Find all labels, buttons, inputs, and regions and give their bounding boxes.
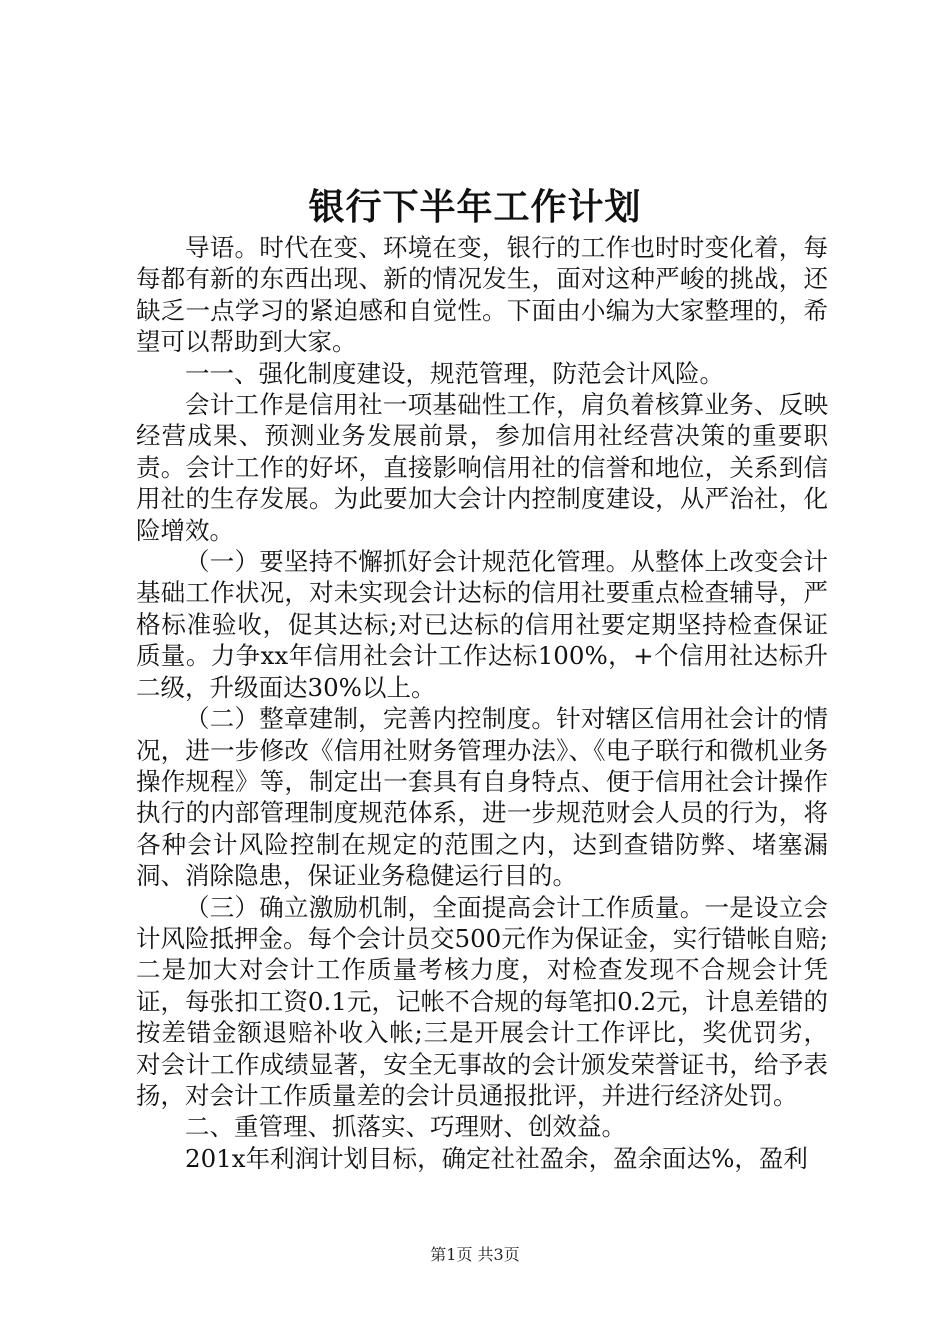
section-heading-2: 二、重管理、抓落实、巧理财、创效益。 <box>185 1112 626 1142</box>
document-body <box>136 232 828 1174</box>
subsection-paragraph-3: （三）确立激励机制，全面提高会计工作质量。一是设立会计风险抵押金。每个会计员交500元作为保证金，实行错帐自赔;二是加大对会计工作质量考核力度，对检查发现不合规会计凭证，每张扣工资0.1元，记帐不合规的每笔扣0.2元，计息差错的按差错金额退赔补收入帐;三是开展会计工作评比，奖优罚劣，对会计工作成绩显著，安全无事故的会计颁发荣誉证书，给予表扬，对会计工作质量差的会计员通报批评，并进行经济处罚。 <box>136 892 829 1110</box>
page-footer: 第1页 共3页 <box>430 1245 520 1264</box>
subsection-paragraph-1: （一）要坚持不懈抓好会计规范化管理。从整体上改变会计基础工作状况，对未实现会计达标的信用社要重点检查辅导，严格标准验收，促其达标;对已达标的信用社要定期坚持检查保证质量。力争xx年信用社会计工作达标100%，+个信用社达标升二级，升级面达30%以上。 <box>136 547 828 702</box>
body-paragraph: 会计工作是信用社一项基础性工作，肩负着核算业务、反映经营成果、预测业务发展前景，参加信用社经营决策的重要职责。会计工作的好坏，直接影响信用社的信誉和地位，关系到信用社的生存发展。为此要加大会计内控制度建设，从严治社，化险增效。 <box>136 390 828 545</box>
document-title: 银行下半年工作计划 <box>308 187 642 228</box>
body-paragraph-continued: 201x年利润计划目标，确定社社盈余，盈余面达%，盈利 <box>185 1143 808 1173</box>
subsection-paragraph-2: （二）整章建制，完善内控制度。针对辖区信用社会计的情况，进一步修改《信用社财务管理办法》、《电子联行和微机业务操作规程》等，制定出一套具有自身特点、便于信用社会计操作执行的内部管理制度规范体系，进一步规范财会人员的行为，将各种会计风险控制在规定的范围之内，达到查错防弊、堵塞漏洞、消除隐患，保证业务稳健运行目的。 <box>136 704 828 891</box>
intro-paragraph: 导语。时代在变、环境在变，银行的工作也时时变化着，每每都有新的东西出现、新的情况发生，面对这种严峻的挑战，还缺乏一点学习的紧迫感和自觉性。下面由小编为大家整理的，希望可以帮助到大家。 <box>136 233 828 357</box>
section-heading-1: 一一、强化制度建设，规范管理，防范会计风险。 <box>185 358 724 388</box>
